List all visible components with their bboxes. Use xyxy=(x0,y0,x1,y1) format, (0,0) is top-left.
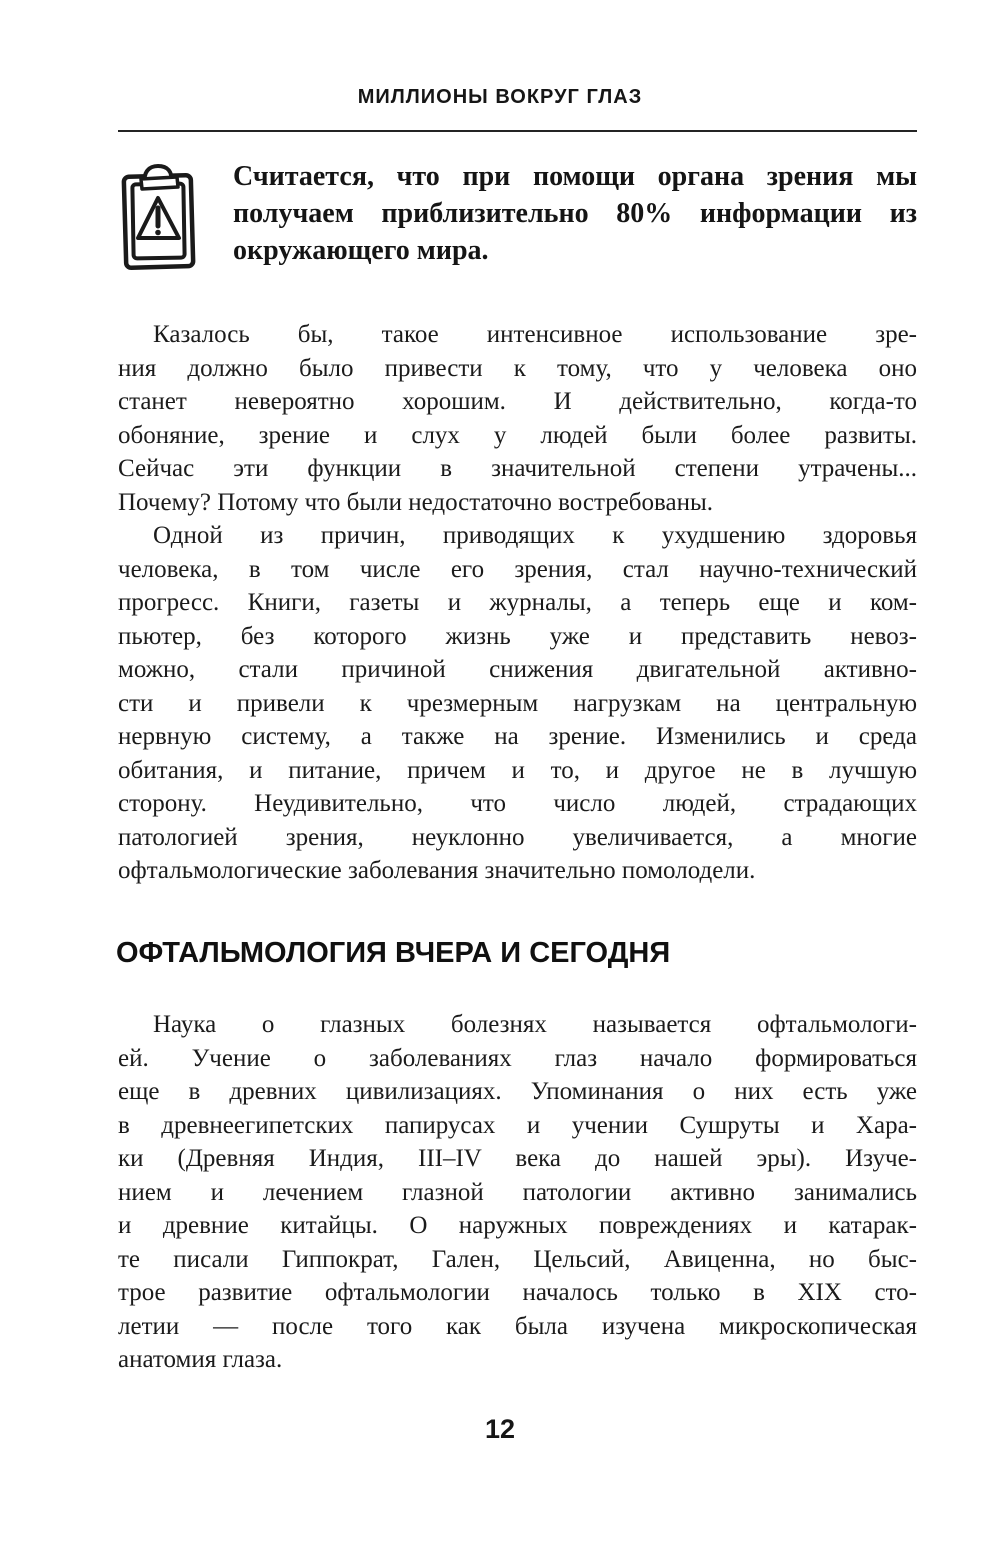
text-line: сти и привели к чрезмерным нагрузкам на центральную xyxy=(118,689,917,717)
intro-text xyxy=(118,318,917,888)
text-line: станет невероятно хорошим. И действительно, когда-то xyxy=(118,388,917,415)
text-line: нием и лечением глазной патологии активно занимались xyxy=(118,1178,917,1206)
text-line: человека, в том числе его зрения, стал научно-технический xyxy=(118,555,917,583)
text-line: и древние китайцы. О наружных повреждениях и катарак- xyxy=(118,1212,917,1239)
text-line: ния должно было привести к тому, что у человека оно xyxy=(118,354,917,382)
text-line: сторону. Неудивительно, что число людей, страдающих xyxy=(118,790,917,817)
page-number: 12 xyxy=(484,1414,516,1444)
text-line: те писали Гиппократ, Гален, Цельсий, Авиценна, но быс- xyxy=(118,1245,917,1273)
text-line: летии — после того как была изучена микроскопическая xyxy=(118,1312,917,1340)
text-line: нервную систему, а также на зрение. Изменились и среда xyxy=(118,723,917,750)
text-line: получаем приблизительно 80% информации из xyxy=(233,198,917,229)
text-line: обитания, и питание, причем и то, и другое не в лучшую xyxy=(118,756,917,784)
intro-paragraph-1 xyxy=(118,318,917,519)
text-line: окружающего мира. xyxy=(233,235,489,266)
section-paragraph-1 xyxy=(118,1008,917,1377)
header-rule xyxy=(118,130,917,132)
text-line: обоняние, зрение и слух у людей были более развиты. xyxy=(118,421,917,449)
text-line: прогресс. Книги, газеты и журналы, а теперь еще и ком- xyxy=(118,589,917,616)
text-line: Казалось бы, такое интенсивное использование зре- xyxy=(153,321,917,348)
text-line: Одной из причин, приводящих к ухудшению здоровья xyxy=(153,522,917,549)
text-line: можно, стали причиной снижения двигательной активно- xyxy=(118,656,917,683)
text-line: патологией зрения, неуклонно увеличивается, а многие xyxy=(118,823,917,851)
text-line: трое развитие офтальмологии началось только в XIX сто- xyxy=(118,1279,917,1306)
text-line: ей. Учение о заболеваниях глаз начало формироваться xyxy=(118,1044,917,1072)
text-line: офтальмологические заболевания значительно помолодели. xyxy=(118,857,756,884)
text-line: анатомия глаза. xyxy=(118,1346,283,1373)
intro-paragraph-2 xyxy=(118,519,917,888)
text-line: Наука о глазных болезнях называется офтальмологи- xyxy=(153,1011,917,1038)
text-line: ки (Древняя Индия, III–IV века до нашей эры). Изуче- xyxy=(118,1145,917,1172)
text-line: Почему? Потому что были недостаточно востребованы. xyxy=(118,488,714,516)
section-text xyxy=(118,1008,917,1377)
note-text xyxy=(233,158,917,269)
text-line: Сейчас эти функции в значительной степени утрачены... xyxy=(118,455,917,482)
clipboard-warning-icon xyxy=(118,163,200,273)
text-line: пьютер, без которого жизнь уже и представить невоз- xyxy=(118,622,917,650)
text-line: Считается, что при помощи органа зрения мы xyxy=(233,161,917,192)
note-box xyxy=(118,158,917,273)
section-heading: ОФТАЛЬМОЛОГИЯ ВЧЕРА И СЕГОДНЯ xyxy=(116,937,671,969)
text-line: еще в древних цивилизациях. Упоминания о них есть уже xyxy=(118,1078,917,1105)
running-head: МИЛЛИОНЫ ВОКРУГ ГЛАЗ xyxy=(357,86,643,108)
text-line: в древнеегипетских папирусах и учении Сушруты и Хара- xyxy=(118,1111,917,1139)
